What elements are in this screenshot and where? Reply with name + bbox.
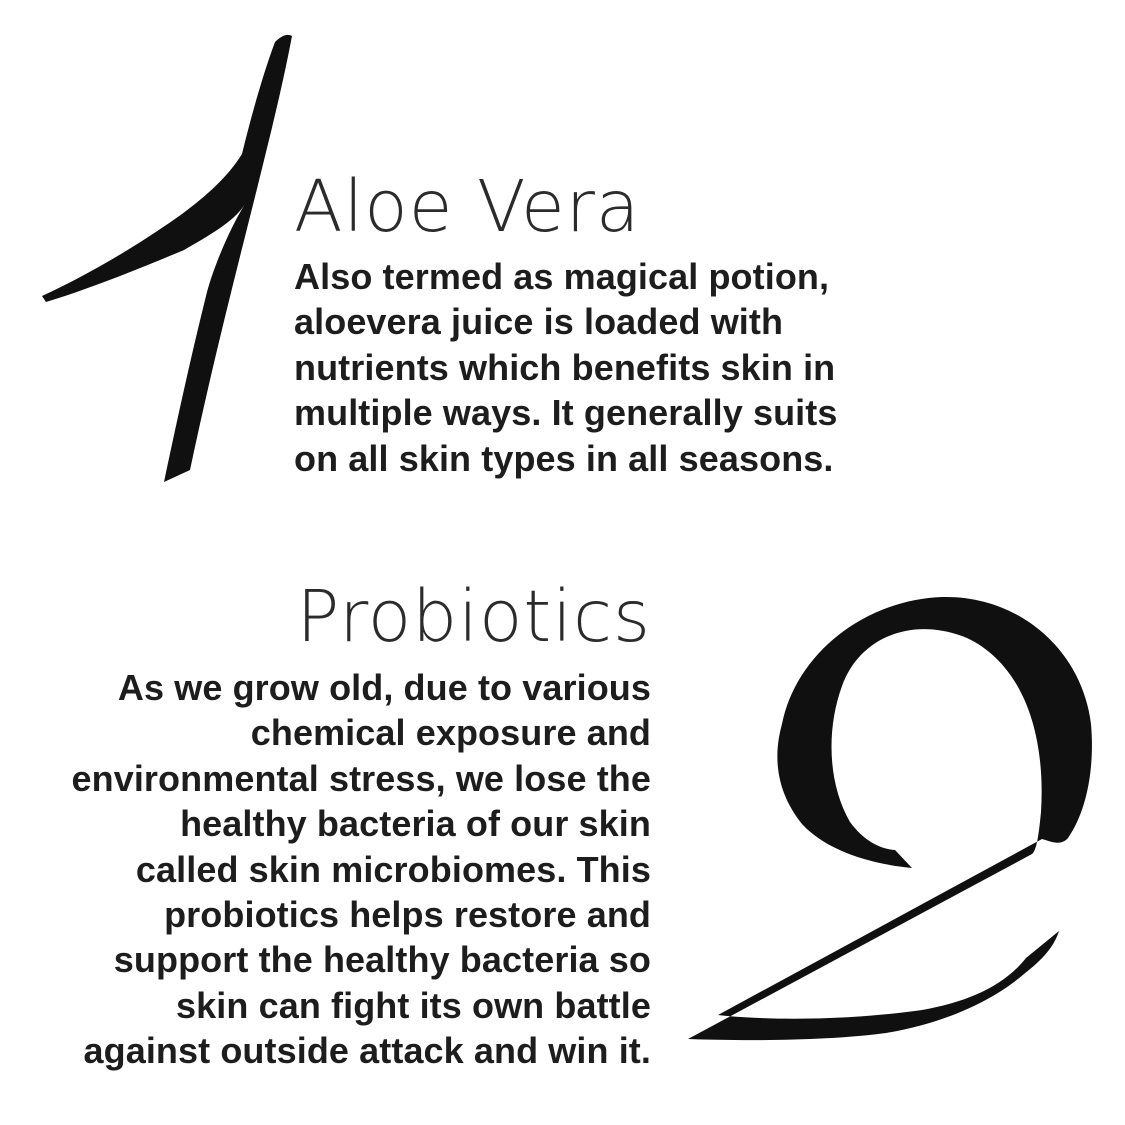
numeral-2-glyph <box>684 592 1096 1044</box>
body-line: environmental stress, we lose the <box>71 757 651 799</box>
body-line: As we grow old, due to various <box>117 667 651 708</box>
body-line: skin can fight its own battle <box>176 984 651 1026</box>
body-line: Also termed as magical potion, <box>294 256 830 297</box>
numeral-2-icon <box>684 592 1096 1044</box>
body-line: called skin microbiomes. This <box>135 848 651 890</box>
numeral-1-icon <box>36 30 296 490</box>
body-line: multiple ways. It generally suits <box>294 392 838 434</box>
body-line: aloevera juice is loaded with <box>294 301 784 343</box>
body-line: probiotics helps restore and <box>164 894 651 936</box>
section-title-aloe-vera: Aloe Vera <box>294 165 641 248</box>
body-line: on all skin types in all seasons. <box>294 437 834 479</box>
numeral-1-glyph <box>36 30 296 490</box>
section-body-probiotics <box>71 665 651 1074</box>
section-body-aloe-vera <box>294 254 837 481</box>
body-line: nutrients which benefits skin in <box>294 346 836 388</box>
body-line: chemical exposure and <box>250 712 651 754</box>
body-line: healthy bacteria of our skin <box>180 803 651 845</box>
body-line: against outside attack and win it. <box>83 1030 651 1072</box>
body-line: support the healthy bacteria so <box>113 939 651 981</box>
section-title-probiotics: Probiotics <box>296 575 651 658</box>
